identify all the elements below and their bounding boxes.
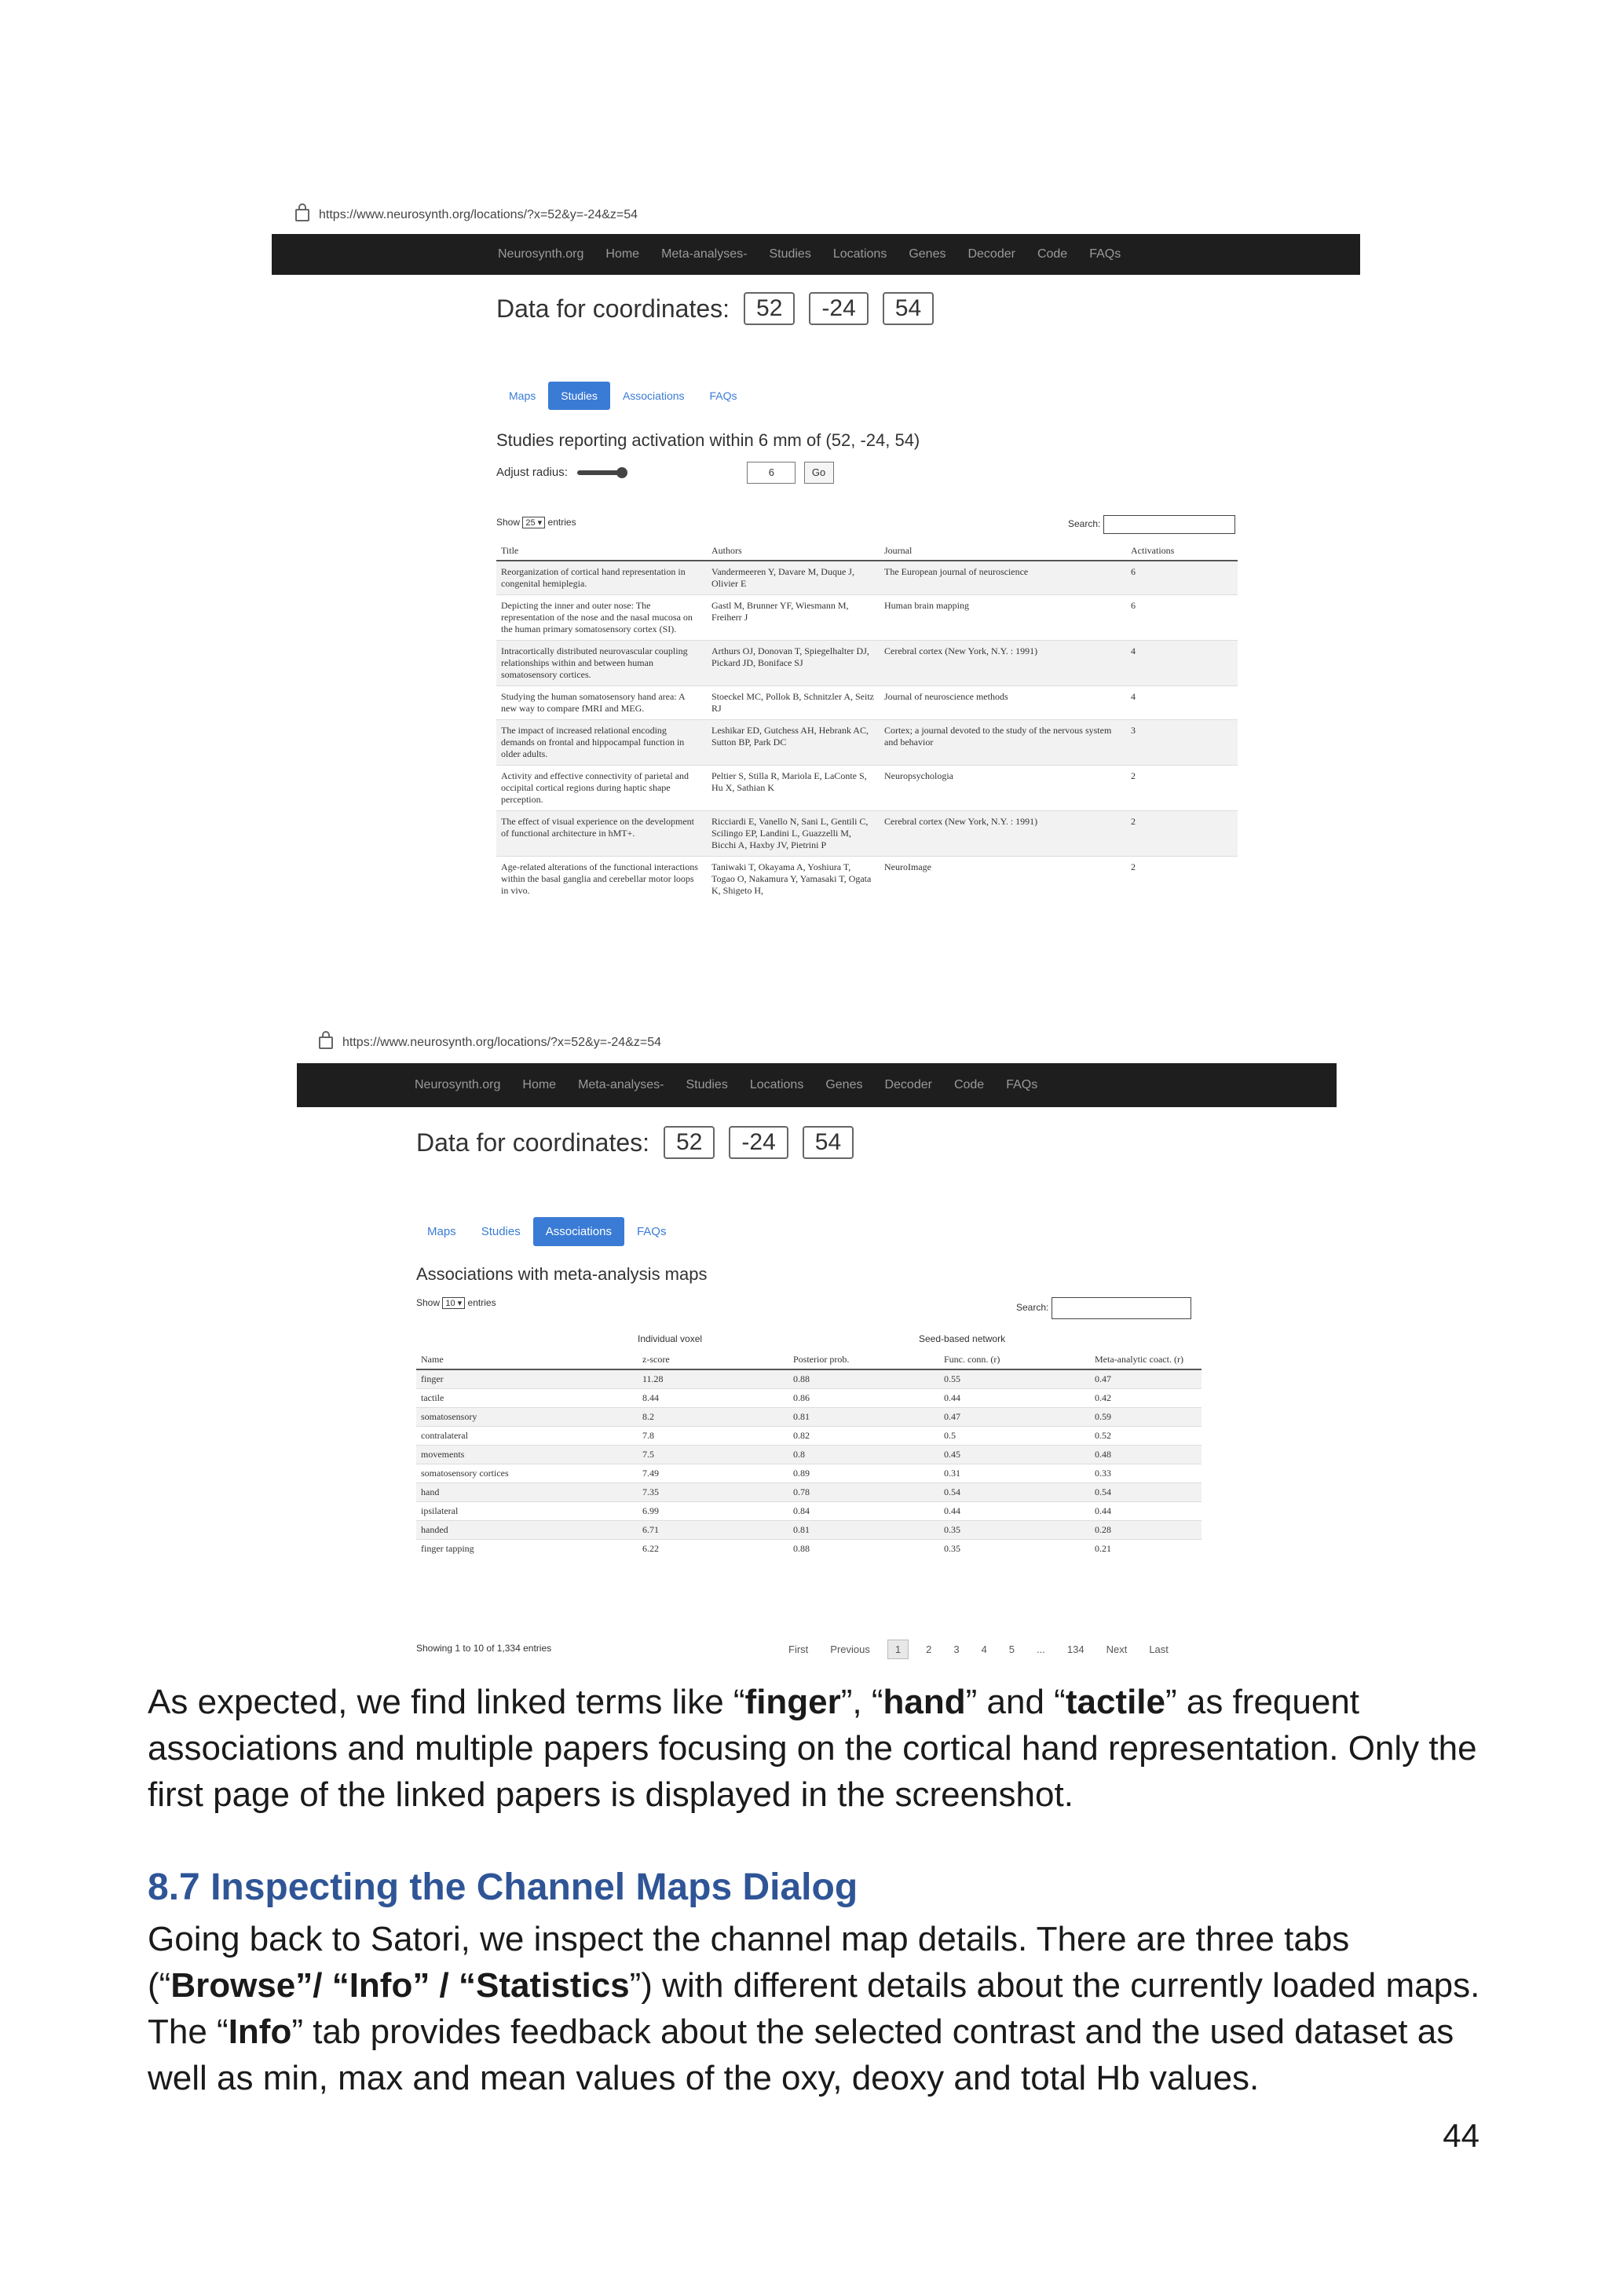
term-link[interactable]: somatosensory cortices: [416, 1464, 638, 1483]
func-conn-cell: 0.44: [939, 1389, 1090, 1408]
show-entries-2: [416, 1297, 496, 1309]
tab-associations[interactable]: Associations: [622, 389, 685, 402]
nav-item[interactable]: Home: [522, 1078, 557, 1091]
func-conn-cell: 0.31: [939, 1464, 1090, 1483]
lock-icon: [295, 209, 309, 221]
p1-bold-tactile: tactile: [1065, 1683, 1165, 1721]
lock-icon: [319, 1036, 333, 1049]
tab-studies[interactable]: Studies: [548, 382, 610, 410]
study-title-link[interactable]: The effect of visual experience on the development of functional architecture in hMT+.: [496, 811, 707, 857]
address-bar[interactable]: [295, 206, 1360, 225]
z-score-cell: 7.49: [638, 1464, 788, 1483]
table-row: [416, 1408, 1202, 1427]
term-link[interactable]: movements: [416, 1446, 638, 1464]
entries-select-value: 25: [525, 518, 536, 528]
study-journal: Journal of neuroscience methods: [880, 686, 1126, 720]
posterior-cell: 0.88: [788, 1540, 939, 1559]
url-text: https://www.neurosynth.org/locations/?x=52&y=-24&z=54: [319, 208, 638, 221]
z-score-cell: 7.8: [638, 1427, 788, 1446]
nav-item[interactable]: Locations: [832, 247, 887, 261]
section-heading: 8.7 Inspecting the Channel Maps Dialog: [148, 1866, 858, 1908]
showing-info: Showing 1 to 10 of 1,334 entries: [416, 1643, 552, 1654]
coord-z-box: 54: [883, 292, 934, 325]
table-row: [496, 595, 1238, 641]
meta-coact-cell: 0.47: [1090, 1369, 1202, 1389]
z-score-cell: 8.2: [638, 1408, 788, 1427]
table-row: [416, 1483, 1202, 1502]
study-journal: NeuroImage: [880, 857, 1126, 902]
meta-coact-cell: 0.21: [1090, 1540, 1202, 1559]
posterior-cell: 0.86: [788, 1389, 939, 1408]
pager-next[interactable]: Next: [1106, 1643, 1128, 1655]
posterior-cell: 0.78: [788, 1483, 939, 1502]
entries-label: entries: [547, 517, 576, 528]
study-title-link[interactable]: Depicting the inner and outer nose: The representation of the nose and the nasal mucosa on the human primary somatosensory cortex (SI).: [496, 595, 707, 641]
coordinates-header: [496, 292, 934, 325]
studies-table: [496, 542, 1238, 901]
paragraph-associations: [148, 1679, 1498, 1818]
tab-faqs[interactable]: FAQs: [709, 389, 737, 402]
address-bar-2[interactable]: [319, 1033, 1337, 1052]
meta-coact-cell: 0.48: [1090, 1446, 1202, 1464]
url-text-2: https://www.neurosynth.org/locations/?x=52&y=-24&z=54: [342, 1036, 662, 1049]
radius-control: [496, 462, 834, 484]
posterior-cell: 0.82: [788, 1427, 939, 1446]
z-score-cell: 6.99: [638, 1502, 788, 1521]
term-link[interactable]: hand: [416, 1483, 638, 1502]
table-row: [496, 811, 1238, 857]
func-conn-cell: 0.5: [939, 1427, 1090, 1446]
posterior-cell: 0.8: [788, 1446, 939, 1464]
top-navbar-2: [297, 1063, 1337, 1107]
z-score-cell: 7.35: [638, 1483, 788, 1502]
nav-item[interactable]: Decoder: [967, 247, 1015, 261]
tab-maps[interactable]: Maps: [509, 389, 536, 402]
term-link[interactable]: somatosensory: [416, 1408, 638, 1427]
study-journal: Human brain mapping: [880, 595, 1126, 641]
radius-input[interactable]: 6: [747, 462, 796, 484]
studies-section-title: Studies reporting activation within 6 mm of (52, -24, 54): [496, 430, 920, 450]
p2-text-a: Going back to Satori, we inspect the channel map details. There are three tabs (“: [148, 1920, 1350, 2005]
col-name[interactable]: Name: [416, 1351, 638, 1369]
posterior-cell: 0.81: [788, 1521, 939, 1540]
term-link[interactable]: finger tapping: [416, 1540, 638, 1559]
table-row: [496, 766, 1238, 811]
study-authors: Gastl M, Brunner YF, Wiesmann M, Freiherr J: [707, 595, 880, 641]
entries-select-value-2: 10: [445, 1299, 455, 1308]
table-row: [416, 1464, 1202, 1483]
study-authors: Peltier S, Stilla R, Mariola E, LaConte S, Hu X, Sathian K: [707, 766, 880, 811]
pager-page-134[interactable]: 134: [1066, 1643, 1084, 1655]
study-title-link[interactable]: Studying the human somatosensory hand area: A new way to compare fMRI and MEG.: [496, 686, 707, 720]
col-posterior[interactable]: Posterior prob.: [788, 1351, 939, 1369]
posterior-cell: 0.81: [788, 1408, 939, 1427]
tab-bar-2: [415, 1217, 678, 1246]
z-score-cell: 11.28: [638, 1369, 788, 1389]
z-score-cell: 6.71: [638, 1521, 788, 1540]
func-conn-cell: 0.44: [939, 1502, 1090, 1521]
pager-page-5[interactable]: 5: [1008, 1643, 1015, 1655]
posterior-cell: 0.89: [788, 1464, 939, 1483]
coords-label-2: Data for coordinates:: [416, 1128, 650, 1157]
study-title-link[interactable]: Age-related alterations of the functional interactions within the basal ganglia and cerebellar motor loops in vivo.: [496, 857, 707, 902]
entries-select-2[interactable]: 10 ▾: [442, 1297, 465, 1309]
study-title-link[interactable]: The impact of increased relational encoding demands on frontal and hippocampal function in older adults.: [496, 720, 707, 766]
study-activations: 2: [1126, 811, 1238, 857]
tab-bar: [496, 382, 750, 410]
study-journal: Cerebral cortex (New York, N.Y. : 1991): [880, 641, 1126, 686]
func-conn-cell: 0.45: [939, 1446, 1090, 1464]
table-row: [416, 1369, 1202, 1389]
pager-last[interactable]: Last: [1149, 1643, 1169, 1655]
func-conn-cell: 0.55: [939, 1369, 1090, 1389]
show-entries: [496, 517, 576, 528]
p1-text-a: As expected, we find linked terms like “: [148, 1683, 745, 1721]
study-authors: Taniwaki T, Okayama A, Yoshiura T, Togao O, Nakamura Y, Yamasaki T, Ogata K, Shigeto H,: [707, 857, 880, 902]
search-input-2[interactable]: [1052, 1297, 1191, 1319]
paragraph-channel-maps: [148, 1916, 1498, 2101]
study-activations: 3: [1126, 720, 1238, 766]
search-label-2: Search:: [1016, 1302, 1049, 1314]
term-link[interactable]: finger: [416, 1369, 638, 1389]
table-row: [496, 720, 1238, 766]
search-area: [1068, 515, 1235, 534]
pager-previous[interactable]: Previous: [830, 1643, 870, 1655]
func-conn-cell: 0.35: [939, 1540, 1090, 1559]
entries-select[interactable]: 25 ▾: [522, 517, 545, 528]
table-row: [496, 857, 1238, 902]
table-row: [416, 1427, 1202, 1446]
radius-slider[interactable]: [577, 470, 623, 475]
nav-item[interactable]: Locations: [749, 1078, 804, 1091]
z-score-cell: 8.44: [638, 1389, 788, 1408]
table-row: [416, 1502, 1202, 1521]
term-link[interactable]: ipsilateral: [416, 1502, 638, 1521]
nav-item[interactable]: Neurosynth.org: [415, 1078, 501, 1091]
func-conn-cell: 0.54: [939, 1483, 1090, 1502]
study-authors: Vandermeeren Y, Davare M, Duque J, Olivier E: [707, 561, 880, 595]
coord-y-box: -24: [809, 292, 868, 325]
nav-item[interactable]: Code: [1037, 247, 1068, 261]
associations-section-title: Associations with meta-analysis maps: [416, 1264, 708, 1284]
entries-label-2: entries: [467, 1297, 496, 1308]
pager-ellipsis: ...: [1037, 1643, 1045, 1655]
table-header-row: [496, 542, 1238, 561]
coordinates-header-2: [416, 1126, 854, 1159]
func-conn-cell: 0.47: [939, 1408, 1090, 1427]
nav-item[interactable]: Home: [605, 247, 640, 261]
study-authors: Arthurs OJ, Donovan T, Spiegelhalter DJ, Pickard JD, Boniface SJ: [707, 641, 880, 686]
posterior-cell: 0.88: [788, 1369, 939, 1389]
col-journal[interactable]: Journal: [880, 542, 1126, 561]
study-title-link[interactable]: Reorganization of cortical hand representation in congenital hemiplegia.: [496, 561, 707, 595]
show-label: Show: [496, 517, 521, 528]
go-button[interactable]: Go: [804, 462, 834, 484]
coord-z-box-2: 54: [803, 1126, 854, 1159]
p1-bold-hand: hand: [883, 1683, 966, 1721]
page-number: 44: [1443, 2117, 1480, 2154]
nav-item[interactable]: Code: [953, 1078, 985, 1091]
study-authors: Stoeckel MC, Pollok B, Schnitzler A, Seitz RJ: [707, 686, 880, 720]
meta-coact-cell: 0.52: [1090, 1427, 1202, 1446]
p2-text-c: ” tab provides feedback about the selected contrast and the used dataset as well as min, max and mean values of the oxy, deoxy and total Hb values.: [148, 2013, 1454, 2097]
coords-label: Data for coordinates:: [496, 294, 730, 323]
study-activations: 2: [1126, 766, 1238, 811]
study-activations: 4: [1126, 641, 1238, 686]
tab-studies-2[interactable]: Studies: [481, 1225, 521, 1238]
term-link[interactable]: handed: [416, 1521, 638, 1540]
study-title-link[interactable]: Activity and effective connectivity of parietal and occipital cortical regions during haptic shape perception.: [496, 766, 707, 811]
study-journal: Neuropsychologia: [880, 766, 1126, 811]
col-zscore[interactable]: z-score: [638, 1351, 788, 1369]
table-header-row-2: [416, 1351, 1202, 1369]
adjust-radius-label: Adjust radius:: [496, 465, 568, 479]
search-area-2: [1016, 1297, 1191, 1319]
nav-item[interactable]: Studies: [686, 1078, 728, 1091]
p1-text-d: ” as frequent associations and multiple papers focusing on the cortical hand representation. Only the first page of the linked papers is displayed in the screenshot.: [148, 1683, 1477, 1814]
p2-bold-tabs: Browse”/ “Info” / “Statistics: [170, 1966, 630, 2005]
study-authors: Ricciardi E, Vanello N, Sani L, Gentili C, Scilingo EP, Landini L, Guazzelli M, Bicchi A, Haxby JV, Pietrini P: [707, 811, 880, 857]
p1-text-c: ” and “: [965, 1683, 1066, 1721]
p1-bold-finger: finger: [744, 1683, 841, 1721]
col-authors[interactable]: Authors: [707, 542, 880, 561]
p1-text-b: ”, “: [840, 1683, 883, 1721]
col-title[interactable]: Title: [496, 542, 707, 561]
term-link[interactable]: contralateral: [416, 1427, 638, 1446]
posterior-cell: 0.84: [788, 1502, 939, 1521]
study-authors: Leshikar ED, Gutchess AH, Hebrank AC, Sutton BP, Park DC: [707, 720, 880, 766]
show-label-2: Show: [416, 1297, 441, 1308]
study-activations: 6: [1126, 595, 1238, 641]
pager-page-1[interactable]: 1: [887, 1640, 909, 1659]
study-activations: 6: [1126, 561, 1238, 595]
pager-page-2[interactable]: 2: [926, 1643, 932, 1655]
table-row: [416, 1521, 1202, 1540]
tab-associations-2[interactable]: Associations: [533, 1217, 624, 1246]
meta-coact-cell: 0.28: [1090, 1521, 1202, 1540]
tab-faqs-2[interactable]: FAQs: [636, 1225, 667, 1238]
pager-first[interactable]: First: [788, 1643, 809, 1655]
search-input[interactable]: [1103, 515, 1235, 534]
table-row: [416, 1446, 1202, 1464]
pager-page-4[interactable]: 4: [981, 1643, 987, 1655]
p2-text-b: ”) with different details about the currently loaded maps. The “: [148, 1966, 1480, 2051]
meta-coact-cell: 0.54: [1090, 1483, 1202, 1502]
term-link[interactable]: tactile: [416, 1389, 638, 1408]
screenshot-associations: [297, 1029, 1337, 1674]
study-activations: 2: [1126, 857, 1238, 902]
study-journal: The European journal of neuroscience: [880, 561, 1126, 595]
table-row: [496, 686, 1238, 720]
col-activations[interactable]: Activations: [1126, 542, 1238, 561]
nav-item[interactable]: Decoder: [884, 1078, 932, 1091]
nav-item[interactable]: Neurosynth.org: [498, 247, 584, 261]
nav-item[interactable]: FAQs: [1006, 1078, 1038, 1091]
nav-item[interactable]: Studies: [769, 247, 811, 261]
func-conn-cell: 0.35: [939, 1521, 1090, 1540]
coord-x-box-2: 52: [664, 1126, 715, 1159]
nav-item[interactable]: FAQs: [1089, 247, 1121, 261]
pager-page-3[interactable]: 3: [953, 1643, 960, 1655]
table-row: [416, 1389, 1202, 1408]
associations-table: [416, 1351, 1202, 1558]
group-header-seed: Seed-based network: [919, 1333, 1006, 1344]
p2-bold-info: Info: [228, 2013, 292, 2051]
meta-coact-cell: 0.59: [1090, 1408, 1202, 1427]
col-meta-coact[interactable]: Meta-analytic coact. (r): [1090, 1351, 1202, 1369]
study-activations: 4: [1126, 686, 1238, 720]
group-header-individual: Individual voxel: [638, 1333, 703, 1344]
study-journal: Cortex; a journal devoted to the study of the nervous system and behavior: [880, 720, 1126, 766]
table-row: [496, 561, 1238, 595]
meta-coact-cell: 0.33: [1090, 1464, 1202, 1483]
nav-item[interactable]: Genes: [909, 247, 946, 261]
tab-maps-2[interactable]: Maps: [427, 1225, 456, 1238]
coord-x-box: 52: [744, 292, 795, 325]
nav-item[interactable]: Meta-analyses-: [578, 1078, 664, 1091]
table-row: [416, 1540, 1202, 1559]
meta-coact-cell: 0.44: [1090, 1502, 1202, 1521]
z-score-cell: 7.5: [638, 1446, 788, 1464]
z-score-cell: 6.22: [638, 1540, 788, 1559]
nav-item[interactable]: Meta-analyses-: [661, 247, 748, 261]
nav-item[interactable]: Genes: [825, 1078, 863, 1091]
coord-y-box-2: -24: [729, 1126, 788, 1159]
pagination: [777, 1640, 1180, 1659]
study-journal: Cerebral cortex (New York, N.Y. : 1991): [880, 811, 1126, 857]
table-row: [496, 641, 1238, 686]
col-func-conn[interactable]: Func. conn. (r): [939, 1351, 1090, 1369]
top-navbar: [272, 234, 1360, 275]
screenshot-studies: [272, 196, 1360, 1029]
study-title-link[interactable]: Intracortically distributed neurovascular coupling relationships within and between human somatosensory cortices.: [496, 641, 707, 686]
search-label: Search:: [1068, 518, 1101, 530]
meta-coact-cell: 0.42: [1090, 1389, 1202, 1408]
